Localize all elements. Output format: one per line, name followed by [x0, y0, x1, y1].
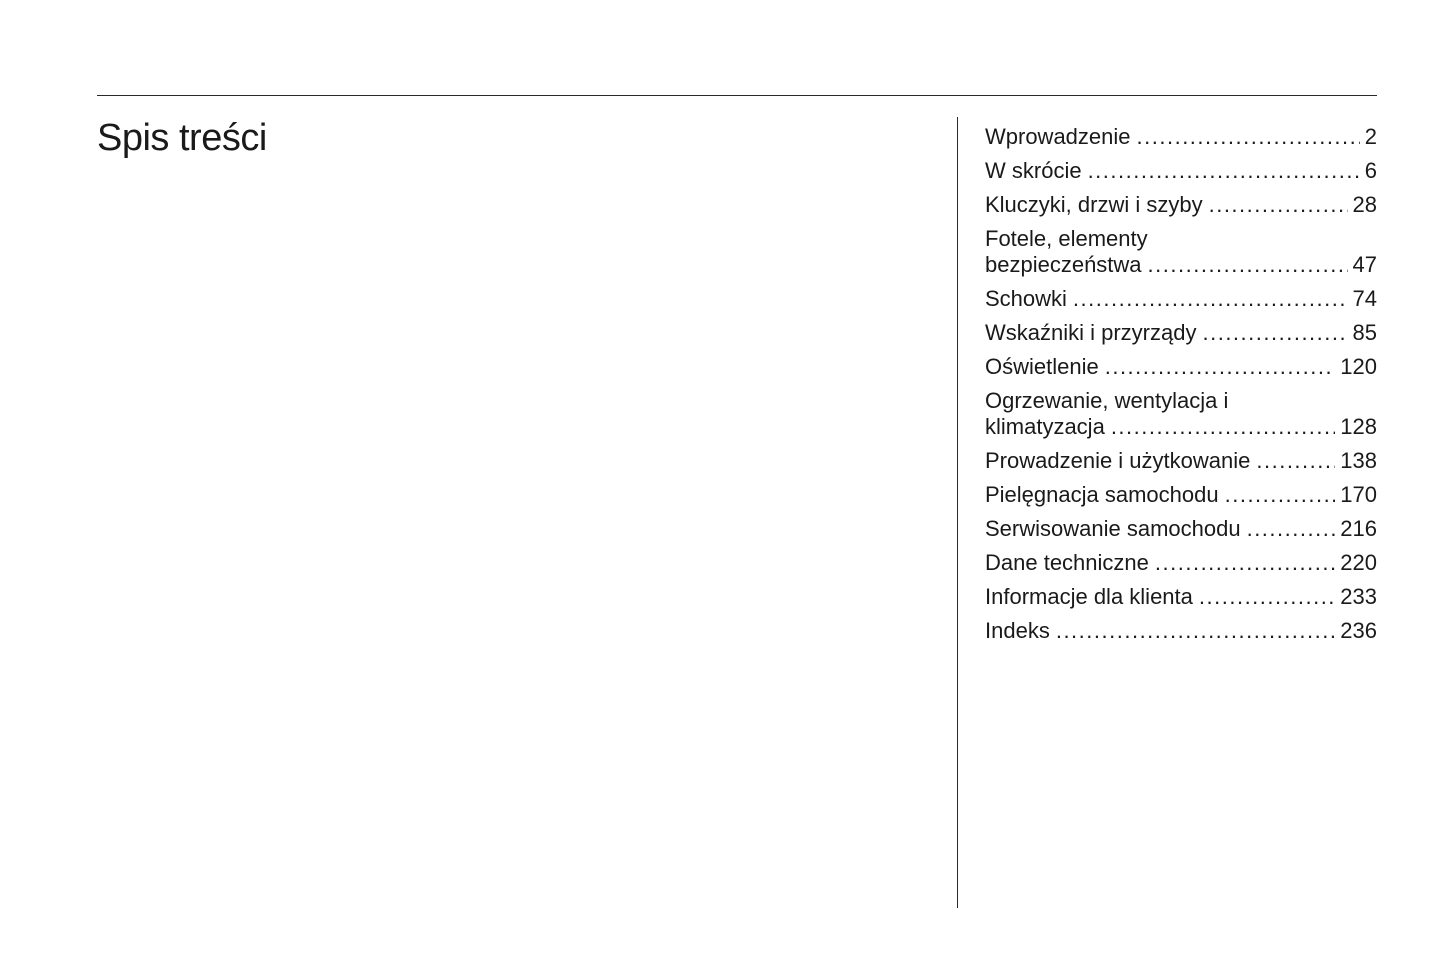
toc-entry-row — [985, 550, 1377, 576]
toc-entry-row — [985, 516, 1377, 542]
dot-leader — [1199, 584, 1335, 610]
toc-entry-label-group — [985, 550, 1377, 576]
toc-entry-label-group — [985, 192, 1377, 218]
toc-entry-label-group — [985, 482, 1377, 508]
toc-entry[interactable] — [985, 124, 1377, 150]
toc-entry[interactable] — [985, 618, 1377, 644]
toc-entry-row — [985, 320, 1377, 346]
toc-entry-label: Schowki — [985, 286, 1067, 311]
dot-leader — [1073, 286, 1348, 312]
dot-leader — [1155, 550, 1335, 576]
dot-leader — [1088, 158, 1360, 184]
toc-entry-label-group — [985, 448, 1377, 474]
dot-leader — [1225, 482, 1336, 508]
toc-entry-label-group — [985, 584, 1377, 610]
toc-entry-row — [985, 482, 1377, 508]
dot-leader — [1105, 354, 1336, 380]
toc-entry-label-group — [985, 516, 1377, 542]
dot-leader — [1202, 320, 1347, 346]
toc-entry-row — [985, 618, 1377, 644]
toc-page-number: 216 — [1340, 516, 1377, 541]
toc-entry-label-group — [985, 286, 1377, 312]
toc-entry-label: Fotele, elementy — [985, 226, 1148, 251]
toc-entry-label-group — [985, 124, 1377, 150]
toc-page-number: 6 — [1364, 158, 1377, 183]
toc-page-number: 85 — [1352, 320, 1377, 345]
toc-entry-row — [985, 584, 1377, 610]
toc-entry-label: Wskaźniki i przyrządy — [985, 320, 1197, 345]
toc-page-number: 128 — [1340, 414, 1377, 439]
toc-entry-row — [985, 354, 1377, 380]
toc-entry-label: Indeks — [985, 618, 1050, 643]
toc-page-number: 233 — [1340, 584, 1377, 609]
toc-entry-label: W skrócie — [985, 158, 1082, 183]
toc-entry-label: Oświetlenie — [985, 354, 1099, 379]
toc-page-number: 47 — [1352, 252, 1377, 277]
toc-entry-label: Serwisowanie samochodu — [985, 516, 1241, 541]
toc-entry[interactable] — [985, 320, 1377, 346]
toc-entry-row — [985, 252, 1377, 278]
toc-entry[interactable] — [985, 158, 1377, 184]
toc-entry-label: Informacje dla klienta — [985, 584, 1193, 609]
dot-leader — [1209, 192, 1348, 218]
toc-entry[interactable] — [985, 354, 1377, 380]
toc-entry-label-group — [985, 618, 1377, 644]
dot-leader — [1256, 448, 1335, 474]
toc-page-number: 220 — [1340, 550, 1377, 575]
toc-entry-label: Prowadzenie i użytkowanie — [985, 448, 1251, 473]
toc-page-number: 28 — [1352, 192, 1377, 217]
toc-page-number: 170 — [1340, 482, 1377, 507]
toc-entry-label: Ogrzewanie, wentylacja i — [985, 388, 1229, 413]
toc-entry-label: bezpieczeństwa — [985, 252, 1142, 277]
toc-entry-label: klimatyzacja — [985, 414, 1105, 439]
toc-entry[interactable] — [985, 448, 1377, 474]
toc-entry-row — [985, 286, 1377, 312]
table-of-contents — [985, 124, 1377, 652]
toc-entry-row — [985, 158, 1377, 184]
toc-page-number: 2 — [1364, 124, 1377, 149]
dot-leader — [1111, 414, 1335, 440]
toc-entry[interactable] — [985, 388, 1377, 440]
toc-entry-label: Pielęgnacja samochodu — [985, 482, 1219, 507]
header-rule — [97, 95, 1377, 96]
toc-entry-label-group — [985, 320, 1377, 346]
toc-entry-label-group — [985, 354, 1377, 380]
toc-page-number: 138 — [1340, 448, 1377, 473]
toc-entry-row — [985, 448, 1377, 474]
toc-entry-label: Dane techniczne — [985, 550, 1149, 575]
page-title: Spis treści — [97, 117, 267, 159]
toc-page-number: 74 — [1352, 286, 1377, 311]
toc-entry[interactable] — [985, 550, 1377, 576]
toc-entry-label-group — [985, 388, 1377, 440]
toc-entry-row — [985, 124, 1377, 150]
toc-page-number: 236 — [1340, 618, 1377, 643]
toc-entry-label-group — [985, 226, 1377, 278]
dot-leader — [1056, 618, 1335, 644]
toc-entry[interactable] — [985, 516, 1377, 542]
dot-leader — [1247, 516, 1336, 542]
toc-page-number: 120 — [1340, 354, 1377, 379]
column-divider — [957, 117, 958, 908]
toc-entry[interactable] — [985, 584, 1377, 610]
toc-entry-label: Wprowadzenie — [985, 124, 1131, 149]
toc-entry[interactable] — [985, 226, 1377, 278]
toc-entry-row — [985, 192, 1377, 218]
toc-entry-label-group — [985, 158, 1377, 184]
toc-entry[interactable] — [985, 192, 1377, 218]
toc-entry-row — [985, 414, 1377, 440]
toc-entry-label: Kluczyki, drzwi i szyby — [985, 192, 1203, 217]
dot-leader — [1148, 252, 1348, 278]
toc-entry[interactable] — [985, 482, 1377, 508]
toc-entry[interactable] — [985, 286, 1377, 312]
dot-leader — [1137, 124, 1360, 150]
